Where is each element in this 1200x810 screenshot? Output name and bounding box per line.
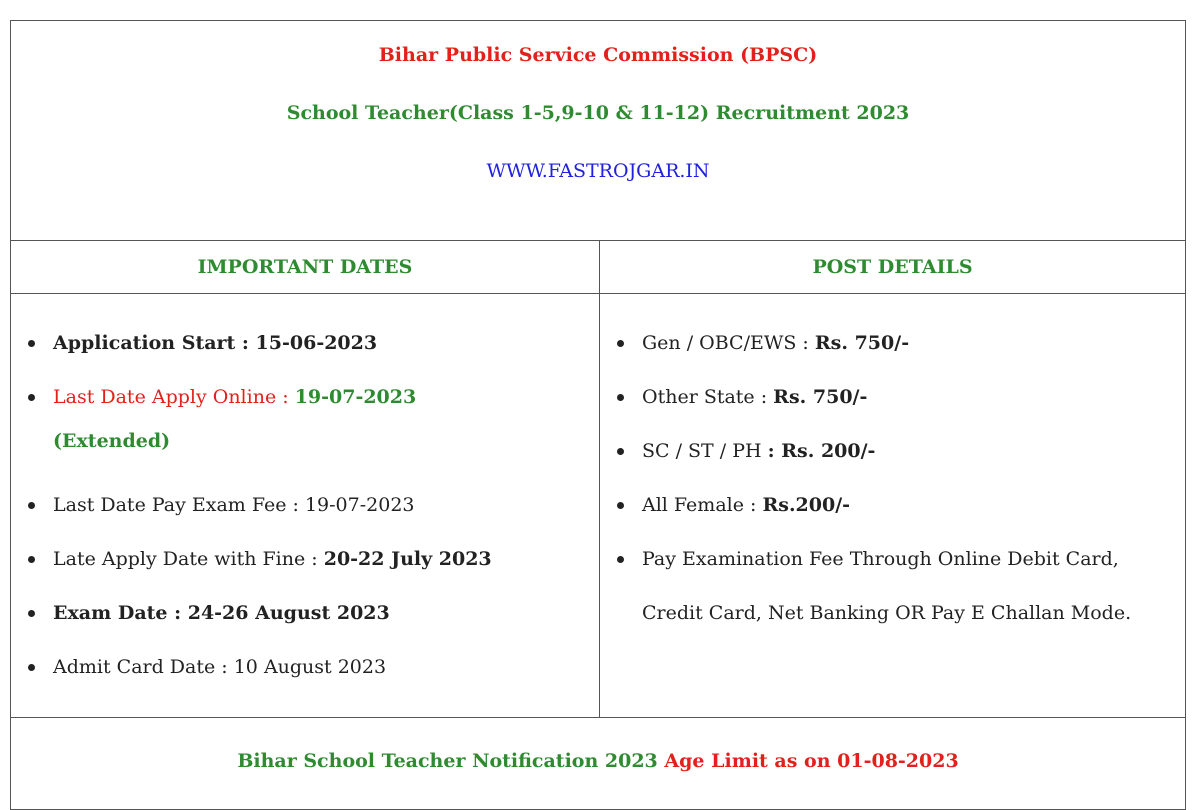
post-title: School Teacher(Class 1-5,9-10 & 11-12) Recruitment 2023 <box>286 102 910 124</box>
age-limit-label: Age Limit as on 01-08-2023 <box>664 750 959 772</box>
list-item-pay-mode: Pay Examination Fee Through Online Debit Card, Credit Card, Net Banking OR Pay E Challan Mode. <box>600 532 1185 640</box>
extended-note: (Extended) <box>53 430 171 452</box>
gen-fee-label: Gen / OBC/EWS : <box>642 332 815 354</box>
post-details-column <box>600 241 1185 717</box>
important-dates-column <box>11 241 600 717</box>
list-item-pay-fee: Last Date Pay Exam Fee : 19-07-2023 <box>11 478 599 532</box>
list-item-application-start: Application Start : 15-06-2023 <box>11 316 599 370</box>
sc-st-value: : Rs. 200/- <box>767 440 876 462</box>
female-label: All Female : <box>642 494 763 516</box>
late-apply-label: Late Apply Date with Fine : <box>53 548 324 570</box>
list-item-last-date-apply <box>11 370 599 424</box>
other-state-label: Other State : <box>642 386 774 408</box>
female-value: Rs.200/- <box>762 494 851 516</box>
last-apply-label: Last Date Apply Online : <box>53 386 295 408</box>
post-details-heading: POST DETAILS <box>600 241 1185 294</box>
important-dates-list <box>11 294 599 694</box>
list-item-other-state-fee <box>600 370 1185 424</box>
fee-list <box>600 294 1185 640</box>
list-item-late-apply <box>11 532 599 586</box>
notification-title: Bihar School Teacher Notification 2023 <box>237 750 665 772</box>
last-apply-value: 19-07-2023 <box>294 386 417 408</box>
organization-title: Bihar Public Service Commission (BPSC) <box>378 44 818 66</box>
table-header <box>11 21 1185 241</box>
list-item-gen-fee <box>600 316 1185 370</box>
important-dates-heading: IMPORTANT DATES <box>11 241 599 294</box>
recruitment-table <box>10 20 1186 810</box>
list-item-admit-card: Admit Card Date : 10 August 2023 <box>11 640 599 694</box>
list-item-sc-st-fee <box>600 424 1185 478</box>
late-apply-value: 20-22 July 2023 <box>323 548 492 570</box>
details-columns <box>11 241 1185 718</box>
website-link[interactable]: WWW.FASTROJGAR.IN <box>486 160 710 182</box>
sc-st-label: SC / ST / PH <box>642 440 768 462</box>
list-item-female-fee <box>600 478 1185 532</box>
gen-fee-value: Rs. 750/- <box>814 332 910 354</box>
list-item-exam-date: Exam Date : 24-26 August 2023 <box>11 586 599 640</box>
other-state-value: Rs. 750/- <box>773 386 868 408</box>
age-limit-heading <box>11 718 1185 798</box>
